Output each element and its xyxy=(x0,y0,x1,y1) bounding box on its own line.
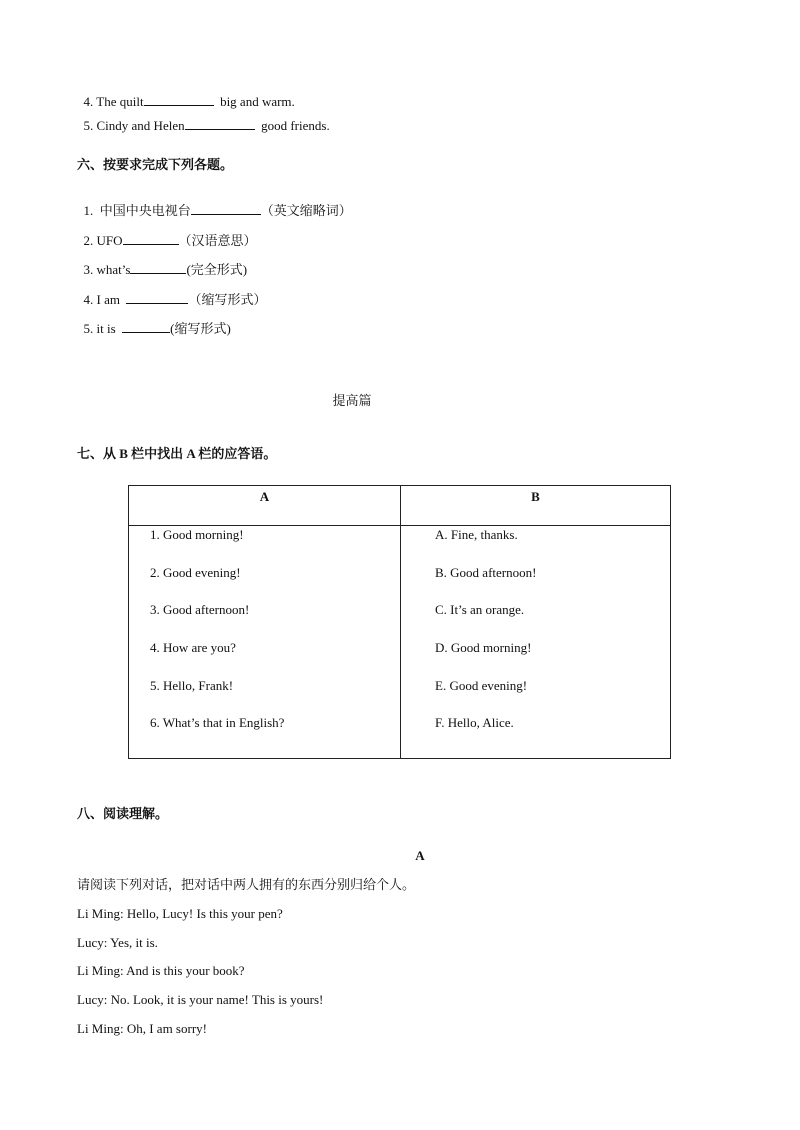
column-b-header: B xyxy=(531,489,540,504)
question-5-5 xyxy=(77,101,330,134)
column-a-item: 1. Good morning! xyxy=(150,527,244,542)
column-b-item: D. Good morning! xyxy=(435,640,532,655)
section-heading-8: 八、阅读理解。 xyxy=(77,806,169,821)
section-heading-6: 六、按要求完成下列各题。 xyxy=(77,157,234,172)
question-6-1 xyxy=(77,186,352,219)
question-text: 5. it is xyxy=(83,321,123,336)
column-a-header: A xyxy=(259,489,270,504)
dialogue-line: Li Ming: Oh, I am sorry! xyxy=(77,1021,207,1036)
dialogue-line: Li Ming: Hello, Lucy! Is this your pen? xyxy=(77,906,283,921)
column-a-item: 4. How are you? xyxy=(150,640,236,655)
question-text: 2. UFO xyxy=(83,233,123,248)
dialogue-line: Li Ming: And is this your book? xyxy=(77,963,245,978)
dialogue-line: Lucy: Yes, it is. xyxy=(77,935,158,950)
answer-blank[interactable] xyxy=(185,117,255,130)
question-text: (缩写形式) xyxy=(170,321,231,336)
question-text: big and warm. xyxy=(213,94,295,109)
column-b-item: F. Hello, Alice. xyxy=(435,715,514,730)
question-text: 4. I am xyxy=(83,292,127,307)
question-text: (完全形式) xyxy=(186,262,248,277)
column-b-item: C. It’s an orange. xyxy=(435,602,525,617)
column-a-item: 5. Hello, Frank! xyxy=(150,678,234,693)
question-6-3 xyxy=(77,245,247,278)
column-b-item: A. Fine, thanks. xyxy=(435,527,518,542)
passage-label: A xyxy=(415,848,425,863)
column-b-item: B. Good afternoon! xyxy=(435,565,537,580)
question-text: good friends. xyxy=(254,118,330,133)
matching-table xyxy=(128,485,671,759)
column-a-item: 2. Good evening! xyxy=(150,565,241,580)
question-text: （汉语意思） xyxy=(178,233,257,248)
question-text: 1. 中国中央电视台 xyxy=(83,203,191,218)
column-a-item: 6. What’s that in English? xyxy=(150,715,285,730)
header-divider xyxy=(129,525,670,526)
column-divider xyxy=(400,486,401,758)
question-text: 3. what’s xyxy=(83,262,131,277)
question-text: 4. The quilt xyxy=(83,94,144,109)
answer-blank[interactable] xyxy=(130,261,186,274)
question-text: （缩写形式） xyxy=(188,292,267,307)
answer-blank[interactable] xyxy=(122,320,170,333)
question-6-5 xyxy=(77,304,231,337)
question-text: 5. Cindy and Helen xyxy=(83,118,185,133)
section-heading-7: 七、从 B 栏中找出 A 栏的应答语。 xyxy=(77,446,277,461)
column-b-item: E. Good evening! xyxy=(435,678,528,693)
answer-blank[interactable] xyxy=(126,291,188,304)
reading-instruction: 请阅读下列对话，把对话中两人拥有的东西分别归给个人。 xyxy=(77,877,416,892)
column-a-item: 3. Good afternoon! xyxy=(150,602,250,617)
dialogue-line: Lucy: No. Look, it is your name! This is yours! xyxy=(77,992,324,1007)
answer-blank[interactable] xyxy=(191,202,261,215)
question-text: （英文缩略词） xyxy=(260,203,352,218)
answer-blank[interactable] xyxy=(123,232,179,245)
section-title: 提高篇 xyxy=(332,393,372,408)
